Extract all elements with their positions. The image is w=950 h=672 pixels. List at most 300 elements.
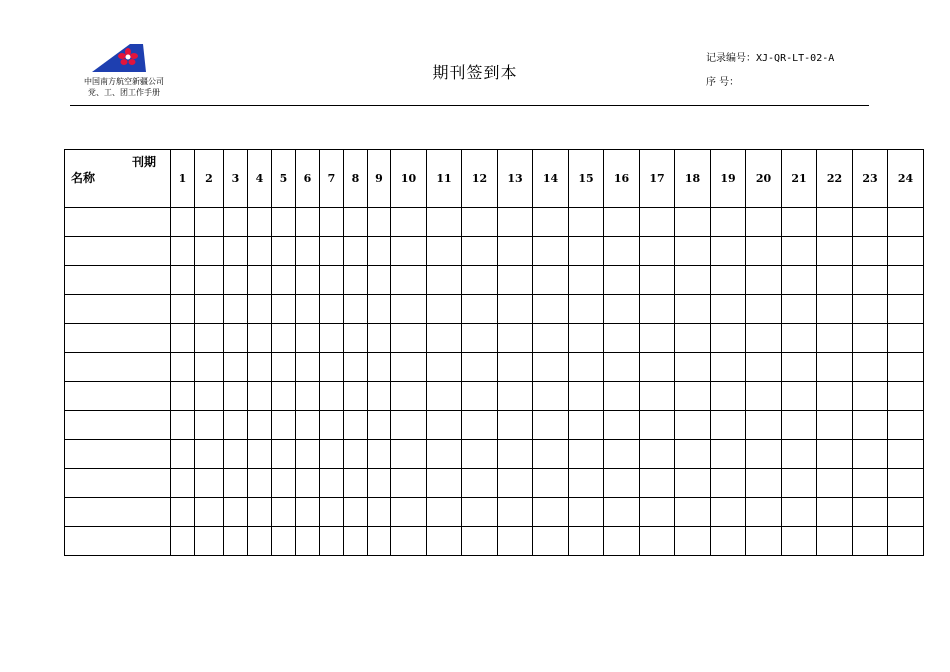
signature-cell[interactable] [272,382,296,411]
signature-cell[interactable] [195,527,224,556]
signature-cell[interactable] [853,295,888,324]
signature-cell[interactable] [711,469,746,498]
signature-cell[interactable] [640,266,675,295]
signature-cell[interactable] [604,353,640,382]
signature-cell[interactable] [569,208,604,237]
signature-cell[interactable] [746,382,782,411]
signature-cell[interactable] [427,440,462,469]
signature-cell[interactable] [248,498,272,527]
signature-cell[interactable] [853,498,888,527]
signature-cell[interactable] [462,382,498,411]
signature-cell[interactable] [272,440,296,469]
signature-cell[interactable] [746,266,782,295]
signature-cell[interactable] [817,411,853,440]
signature-cell[interactable] [853,237,888,266]
signature-cell[interactable] [498,237,533,266]
signature-cell[interactable] [368,266,391,295]
signature-cell[interactable] [888,498,924,527]
signature-cell[interactable] [171,266,195,295]
signature-cell[interactable] [344,440,368,469]
signature-cell[interactable] [427,382,462,411]
signature-cell[interactable] [391,266,427,295]
signature-cell[interactable] [368,295,391,324]
signature-cell[interactable] [746,295,782,324]
signature-cell[interactable] [224,411,248,440]
signature-cell[interactable] [320,353,344,382]
signature-cell[interactable] [675,266,711,295]
signature-cell[interactable] [368,527,391,556]
signature-cell[interactable] [272,498,296,527]
signature-cell[interactable] [427,324,462,353]
signature-cell[interactable] [224,237,248,266]
signature-cell[interactable] [224,527,248,556]
signature-cell[interactable] [391,527,427,556]
signature-cell[interactable] [533,237,569,266]
signature-cell[interactable] [640,237,675,266]
signature-cell[interactable] [427,527,462,556]
signature-cell[interactable] [817,527,853,556]
signature-cell[interactable] [533,469,569,498]
signature-cell[interactable] [711,440,746,469]
signature-cell[interactable] [171,498,195,527]
signature-cell[interactable] [171,237,195,266]
signature-cell[interactable] [462,498,498,527]
signature-cell[interactable] [320,411,344,440]
signature-cell[interactable] [320,266,344,295]
signature-cell[interactable] [498,295,533,324]
signature-cell[interactable] [888,469,924,498]
signature-cell[interactable] [296,440,320,469]
signature-cell[interactable] [344,295,368,324]
signature-cell[interactable] [782,411,817,440]
signature-cell[interactable] [498,353,533,382]
signature-cell[interactable] [296,324,320,353]
signature-cell[interactable] [248,411,272,440]
signature-cell[interactable] [344,266,368,295]
signature-cell[interactable] [604,527,640,556]
signature-cell[interactable] [533,324,569,353]
signature-cell[interactable] [272,527,296,556]
signature-cell[interactable] [195,469,224,498]
signature-cell[interactable] [853,208,888,237]
signature-cell[interactable] [462,469,498,498]
publication-name-cell[interactable] [65,527,171,556]
signature-cell[interactable] [640,324,675,353]
signature-cell[interactable] [391,411,427,440]
signature-cell[interactable] [640,382,675,411]
publication-name-cell[interactable] [65,295,171,324]
signature-cell[interactable] [368,237,391,266]
signature-cell[interactable] [604,411,640,440]
signature-cell[interactable] [272,266,296,295]
signature-cell[interactable] [272,353,296,382]
signature-cell[interactable] [391,208,427,237]
signature-cell[interactable] [711,266,746,295]
signature-cell[interactable] [462,527,498,556]
signature-cell[interactable] [782,469,817,498]
signature-cell[interactable] [853,382,888,411]
signature-cell[interactable] [344,208,368,237]
publication-name-cell[interactable] [65,498,171,527]
signature-cell[interactable] [427,498,462,527]
signature-cell[interactable] [498,208,533,237]
signature-cell[interactable] [569,295,604,324]
signature-cell[interactable] [640,527,675,556]
signature-cell[interactable] [462,440,498,469]
signature-cell[interactable] [462,237,498,266]
signature-cell[interactable] [604,266,640,295]
publication-name-cell[interactable] [65,237,171,266]
signature-cell[interactable] [888,208,924,237]
signature-cell[interactable] [272,411,296,440]
signature-cell[interactable] [248,324,272,353]
signature-cell[interactable] [195,295,224,324]
signature-cell[interactable] [675,498,711,527]
signature-cell[interactable] [782,295,817,324]
signature-cell[interactable] [320,440,344,469]
signature-cell[interactable] [498,382,533,411]
signature-cell[interactable] [171,411,195,440]
signature-cell[interactable] [272,469,296,498]
signature-cell[interactable] [296,266,320,295]
signature-cell[interactable] [675,324,711,353]
signature-cell[interactable] [782,498,817,527]
signature-cell[interactable] [853,353,888,382]
signature-cell[interactable] [533,440,569,469]
signature-cell[interactable] [888,382,924,411]
signature-cell[interactable] [224,353,248,382]
signature-cell[interactable] [224,295,248,324]
signature-cell[interactable] [675,237,711,266]
signature-cell[interactable] [344,411,368,440]
signature-cell[interactable] [462,324,498,353]
signature-cell[interactable] [368,469,391,498]
signature-cell[interactable] [711,237,746,266]
signature-cell[interactable] [320,295,344,324]
signature-cell[interactable] [853,527,888,556]
signature-cell[interactable] [368,324,391,353]
signature-cell[interactable] [296,382,320,411]
signature-cell[interactable] [248,353,272,382]
signature-cell[interactable] [782,324,817,353]
signature-cell[interactable] [746,353,782,382]
signature-cell[interactable] [853,411,888,440]
signature-cell[interactable] [533,382,569,411]
signature-cell[interactable] [296,237,320,266]
signature-cell[interactable] [604,237,640,266]
signature-cell[interactable] [746,324,782,353]
signature-cell[interactable] [569,266,604,295]
signature-cell[interactable] [569,324,604,353]
signature-cell[interactable] [272,237,296,266]
signature-cell[interactable] [746,440,782,469]
signature-cell[interactable] [498,469,533,498]
signature-cell[interactable] [248,237,272,266]
signature-cell[interactable] [640,353,675,382]
signature-cell[interactable] [746,411,782,440]
signature-cell[interactable] [569,469,604,498]
signature-cell[interactable] [533,353,569,382]
signature-cell[interactable] [817,324,853,353]
signature-cell[interactable] [248,295,272,324]
signature-cell[interactable] [195,382,224,411]
signature-cell[interactable] [888,411,924,440]
signature-cell[interactable] [224,440,248,469]
signature-cell[interactable] [344,324,368,353]
signature-cell[interactable] [533,411,569,440]
signature-cell[interactable] [368,498,391,527]
signature-cell[interactable] [320,382,344,411]
signature-cell[interactable] [171,353,195,382]
signature-cell[interactable] [888,440,924,469]
signature-cell[interactable] [462,295,498,324]
signature-cell[interactable] [888,324,924,353]
signature-cell[interactable] [368,382,391,411]
signature-cell[interactable] [171,382,195,411]
signature-cell[interactable] [888,295,924,324]
signature-cell[interactable] [817,208,853,237]
signature-cell[interactable] [171,440,195,469]
signature-cell[interactable] [604,208,640,237]
signature-cell[interactable] [711,295,746,324]
signature-cell[interactable] [817,498,853,527]
signature-cell[interactable] [640,469,675,498]
signature-cell[interactable] [640,208,675,237]
signature-cell[interactable] [462,353,498,382]
signature-cell[interactable] [817,469,853,498]
signature-cell[interactable] [391,498,427,527]
signature-cell[interactable] [224,382,248,411]
signature-cell[interactable] [427,295,462,324]
signature-cell[interactable] [782,237,817,266]
signature-cell[interactable] [391,295,427,324]
signature-cell[interactable] [746,527,782,556]
publication-name-cell[interactable] [65,353,171,382]
signature-cell[interactable] [675,382,711,411]
signature-cell[interactable] [498,527,533,556]
signature-cell[interactable] [272,208,296,237]
signature-cell[interactable] [391,440,427,469]
signature-cell[interactable] [675,353,711,382]
signature-cell[interactable] [853,266,888,295]
signature-cell[interactable] [782,208,817,237]
publication-name-cell[interactable] [65,440,171,469]
signature-cell[interactable] [711,382,746,411]
signature-cell[interactable] [224,469,248,498]
signature-cell[interactable] [344,527,368,556]
signature-cell[interactable] [320,498,344,527]
publication-name-cell[interactable] [65,208,171,237]
signature-cell[interactable] [171,208,195,237]
publication-name-cell[interactable] [65,411,171,440]
signature-cell[interactable] [746,237,782,266]
signature-cell[interactable] [195,353,224,382]
publication-name-cell[interactable] [65,324,171,353]
signature-cell[interactable] [817,353,853,382]
signature-cell[interactable] [296,295,320,324]
signature-cell[interactable] [344,498,368,527]
signature-cell[interactable] [224,498,248,527]
signature-cell[interactable] [711,353,746,382]
signature-cell[interactable] [462,208,498,237]
signature-cell[interactable] [675,469,711,498]
signature-cell[interactable] [746,208,782,237]
signature-cell[interactable] [888,527,924,556]
signature-cell[interactable] [675,295,711,324]
signature-cell[interactable] [224,324,248,353]
signature-cell[interactable] [782,353,817,382]
signature-cell[interactable] [569,382,604,411]
signature-cell[interactable] [675,527,711,556]
signature-cell[interactable] [272,324,296,353]
signature-cell[interactable] [171,324,195,353]
signature-cell[interactable] [248,266,272,295]
signature-cell[interactable] [344,382,368,411]
signature-cell[interactable] [391,353,427,382]
signature-cell[interactable] [248,527,272,556]
signature-cell[interactable] [320,469,344,498]
publication-name-cell[interactable] [65,266,171,295]
signature-cell[interactable] [195,440,224,469]
signature-cell[interactable] [320,237,344,266]
signature-cell[interactable] [296,469,320,498]
signature-cell[interactable] [427,266,462,295]
signature-cell[interactable] [711,208,746,237]
signature-cell[interactable] [248,469,272,498]
signature-cell[interactable] [853,469,888,498]
signature-cell[interactable] [462,411,498,440]
signature-cell[interactable] [427,237,462,266]
signature-cell[interactable] [171,469,195,498]
signature-cell[interactable] [368,411,391,440]
signature-cell[interactable] [533,527,569,556]
signature-cell[interactable] [604,440,640,469]
signature-cell[interactable] [320,527,344,556]
signature-cell[interactable] [888,266,924,295]
signature-cell[interactable] [195,498,224,527]
signature-cell[interactable] [640,440,675,469]
signature-cell[interactable] [391,237,427,266]
signature-cell[interactable] [171,527,195,556]
signature-cell[interactable] [782,527,817,556]
signature-cell[interactable] [320,208,344,237]
signature-cell[interactable] [498,324,533,353]
signature-cell[interactable] [296,498,320,527]
signature-cell[interactable] [368,440,391,469]
signature-cell[interactable] [498,411,533,440]
signature-cell[interactable] [782,440,817,469]
signature-cell[interactable] [391,324,427,353]
signature-cell[interactable] [391,382,427,411]
signature-cell[interactable] [272,295,296,324]
signature-cell[interactable] [296,411,320,440]
signature-cell[interactable] [296,527,320,556]
signature-cell[interactable] [195,411,224,440]
signature-cell[interactable] [344,353,368,382]
signature-cell[interactable] [427,353,462,382]
publication-name-cell[interactable] [65,469,171,498]
signature-cell[interactable] [853,440,888,469]
signature-cell[interactable] [368,353,391,382]
signature-cell[interactable] [675,208,711,237]
signature-cell[interactable] [675,411,711,440]
signature-cell[interactable] [817,295,853,324]
signature-cell[interactable] [427,411,462,440]
signature-cell[interactable] [817,237,853,266]
signature-cell[interactable] [711,411,746,440]
signature-cell[interactable] [344,469,368,498]
signature-cell[interactable] [711,498,746,527]
signature-cell[interactable] [533,295,569,324]
signature-cell[interactable] [853,324,888,353]
signature-cell[interactable] [640,295,675,324]
signature-cell[interactable] [296,208,320,237]
signature-cell[interactable] [569,353,604,382]
signature-cell[interactable] [817,266,853,295]
signature-cell[interactable] [533,498,569,527]
signature-cell[interactable] [569,498,604,527]
signature-cell[interactable] [675,440,711,469]
signature-cell[interactable] [171,295,195,324]
signature-cell[interactable] [427,208,462,237]
signature-cell[interactable] [569,440,604,469]
signature-cell[interactable] [604,295,640,324]
signature-cell[interactable] [640,411,675,440]
signature-cell[interactable] [195,266,224,295]
signature-cell[interactable] [604,498,640,527]
signature-cell[interactable] [195,208,224,237]
signature-cell[interactable] [368,208,391,237]
signature-cell[interactable] [195,324,224,353]
signature-cell[interactable] [782,266,817,295]
signature-cell[interactable] [817,440,853,469]
signature-cell[interactable] [782,382,817,411]
signature-cell[interactable] [248,382,272,411]
signature-cell[interactable] [569,237,604,266]
signature-cell[interactable] [569,411,604,440]
signature-cell[interactable] [533,208,569,237]
signature-cell[interactable] [248,440,272,469]
signature-cell[interactable] [195,237,224,266]
signature-cell[interactable] [604,469,640,498]
signature-cell[interactable] [498,440,533,469]
signature-cell[interactable] [344,237,368,266]
signature-cell[interactable] [640,498,675,527]
signature-cell[interactable] [498,498,533,527]
signature-cell[interactable] [427,469,462,498]
signature-cell[interactable] [296,353,320,382]
signature-cell[interactable] [604,382,640,411]
signature-cell[interactable] [604,324,640,353]
publication-name-cell[interactable] [65,382,171,411]
signature-cell[interactable] [746,498,782,527]
signature-cell[interactable] [498,266,533,295]
signature-cell[interactable] [888,237,924,266]
signature-cell[interactable] [533,266,569,295]
signature-cell[interactable] [391,469,427,498]
signature-cell[interactable] [320,324,344,353]
signature-cell[interactable] [746,469,782,498]
signature-cell[interactable] [248,208,272,237]
signature-cell[interactable] [711,527,746,556]
signature-cell[interactable] [711,324,746,353]
signature-cell[interactable] [224,208,248,237]
signature-cell[interactable] [569,527,604,556]
signature-cell[interactable] [462,266,498,295]
signature-cell[interactable] [817,382,853,411]
signature-cell[interactable] [224,266,248,295]
signature-cell[interactable] [888,353,924,382]
